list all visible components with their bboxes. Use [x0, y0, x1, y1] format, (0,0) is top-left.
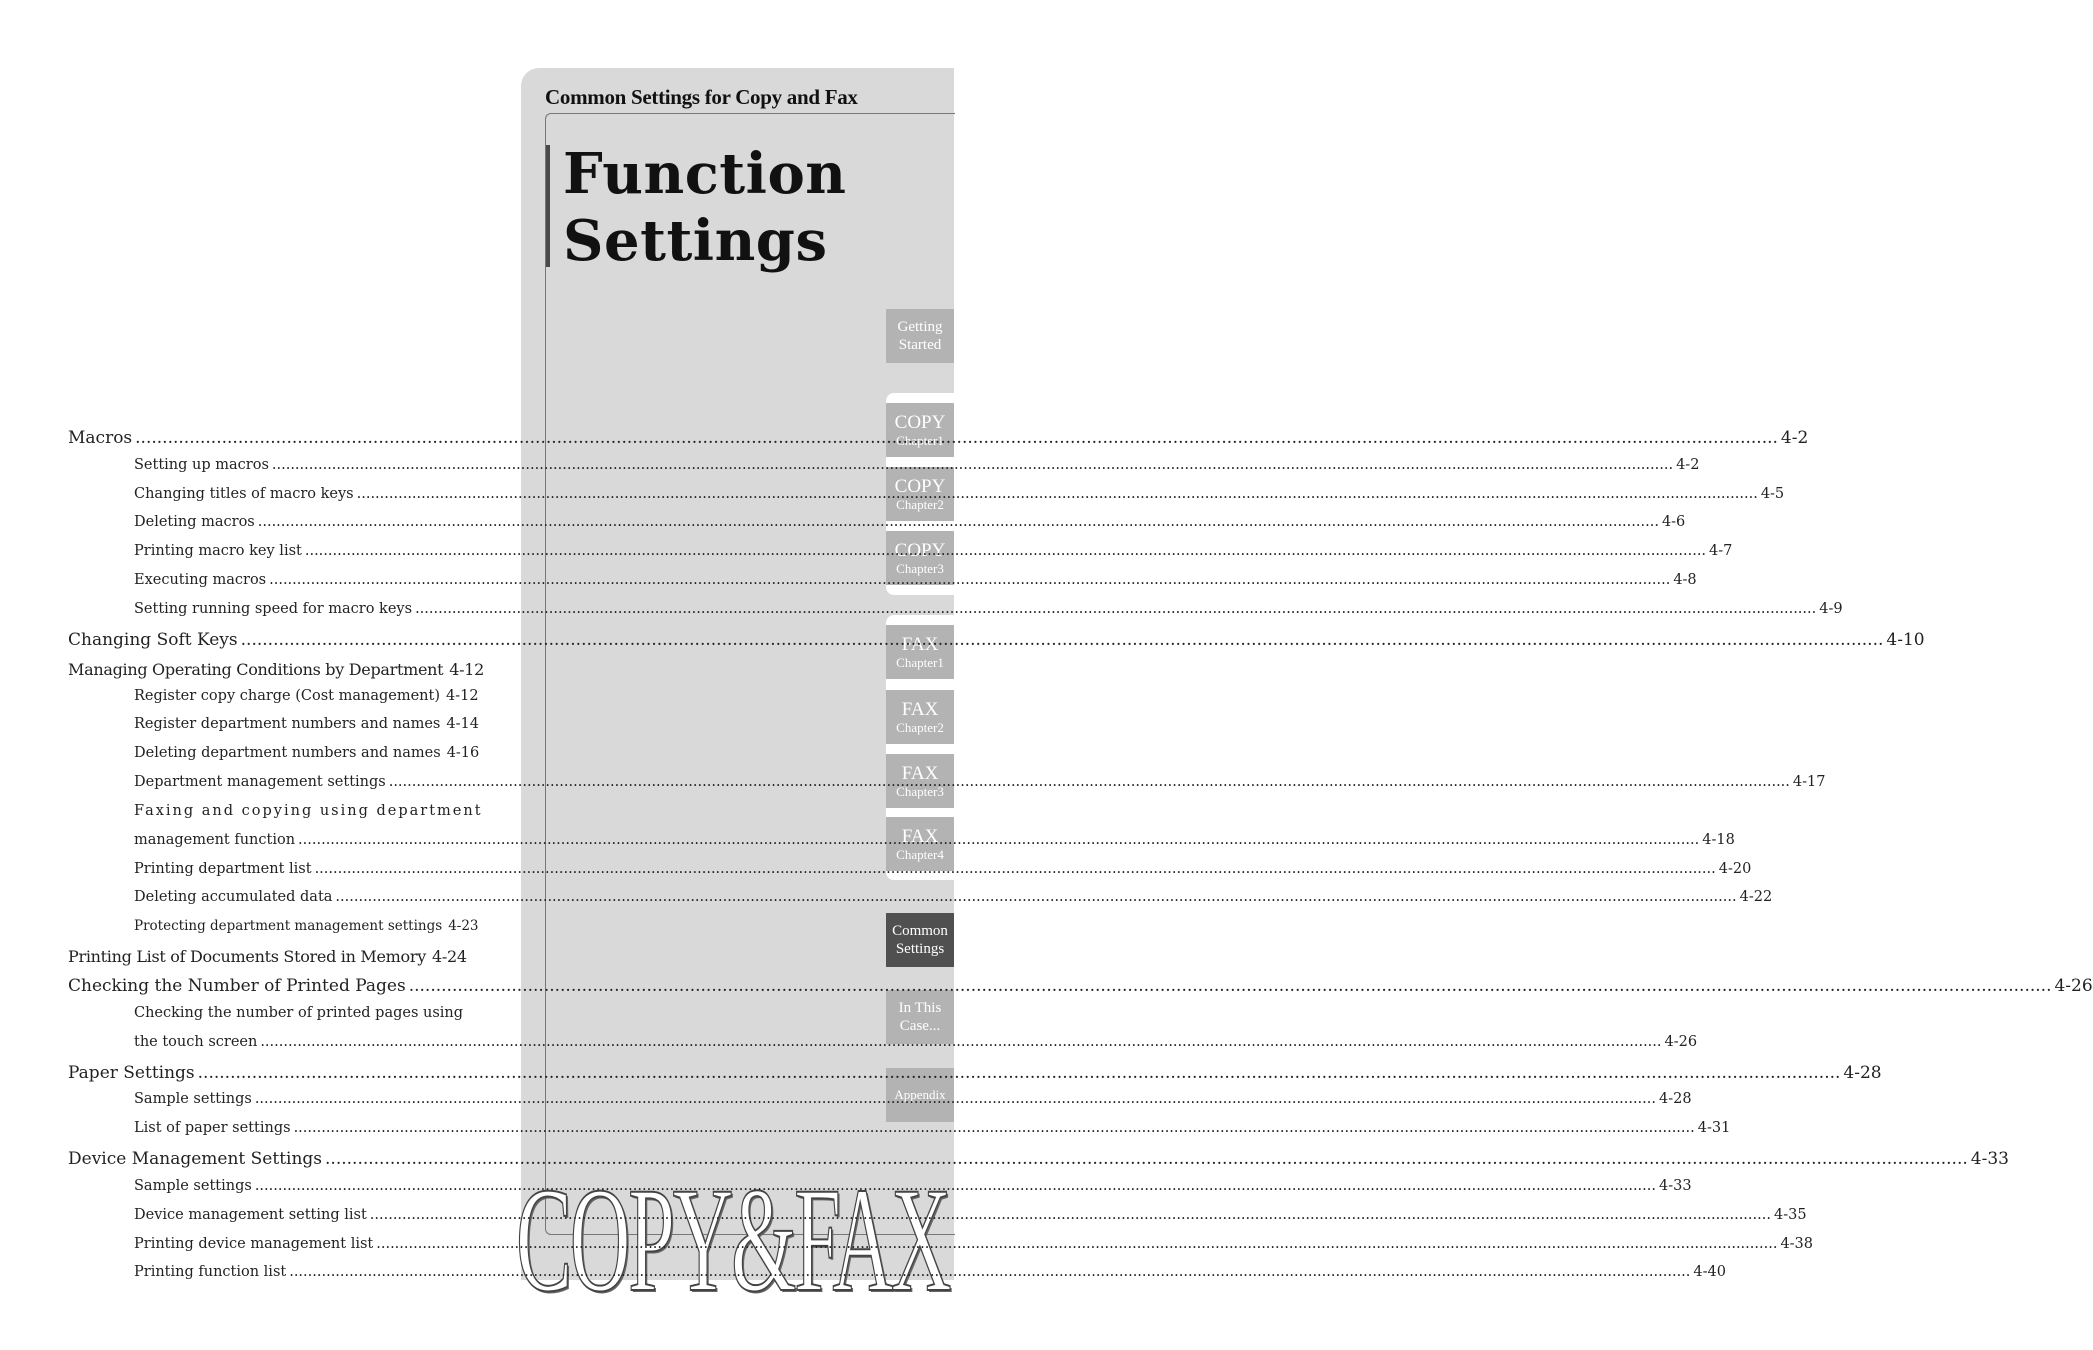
toc-entry[interactable] [134, 745, 480, 761]
toc-label: Printing department list [134, 861, 312, 877]
title-accent-bar [546, 145, 550, 267]
toc-page: 4-26 [2054, 976, 2093, 996]
toc-entry[interactable] [134, 861, 1752, 877]
toc-page: 4-40 [1693, 1264, 1726, 1280]
tab-fax-chapter2[interactable] [886, 690, 954, 744]
toc-label: Changing Soft Keys [68, 630, 238, 650]
toc-page: 4-2 [1780, 428, 1809, 448]
toc-page: 4-17 [1792, 774, 1826, 790]
toc-page: 4-28 [1843, 1063, 1882, 1083]
tab-sublabel: Chapter4 [896, 847, 944, 862]
tab-label: Case... [899, 1018, 941, 1034]
toc-label: Protecting department management settings [134, 918, 443, 934]
toc-page: 4-23 [448, 918, 479, 934]
toc-label: Deleting department numbers and names [134, 745, 441, 761]
toc-page: 4-8 [1673, 572, 1697, 588]
toc-page: 4-16 [446, 745, 480, 761]
tab-sublabel: Chapter1 [896, 433, 944, 448]
chapter-title-line1: Function [563, 141, 847, 207]
toc-entry-checking-printed-pages[interactable] [68, 976, 2093, 996]
toc-page: 4-38 [1780, 1236, 1814, 1252]
chapter-title-line2: Settings [563, 208, 828, 274]
toc-label: Device Management Settings [68, 1149, 323, 1169]
toc-label: management function [134, 832, 296, 848]
toc-page: 4-10 [1886, 630, 1925, 650]
toc-page: 4-9 [1819, 601, 1843, 617]
toc-label: Changing titles of macro keys [134, 486, 354, 502]
toc-label: Department management settings [134, 774, 386, 790]
toc-entry-managing-departments[interactable] [68, 660, 485, 679]
tab-label: FAX [901, 763, 939, 784]
toc-label: Checking the Number of Printed Pages [68, 976, 406, 996]
tab-sublabel: Chapter1 [896, 655, 944, 670]
toc-entry[interactable] [134, 774, 1826, 790]
toc-entry[interactable] [134, 1264, 1726, 1280]
toc-entry[interactable] [134, 1120, 1731, 1136]
toc-label: Deleting accumulated data [134, 889, 333, 905]
toc-page: 4-20 [1718, 861, 1752, 877]
toc-entry[interactable] [134, 601, 1843, 617]
toc-label: Deleting macros [134, 514, 255, 530]
toc-page: 4-12 [446, 688, 479, 704]
toc-entry[interactable] [134, 918, 479, 934]
toc-label: Macros [68, 428, 133, 448]
toc-page: 4-33 [1970, 1149, 2009, 1169]
tab-label: In This [898, 1000, 942, 1016]
toc-label: Executing macros [134, 572, 267, 588]
toc-label: Device management setting list [134, 1207, 367, 1223]
toc-entry-printing-list[interactable] [68, 947, 467, 966]
tab-label: Started [898, 337, 942, 353]
toc-label: Printing device management list [134, 1236, 374, 1252]
tab-sublabel: Chapter3 [896, 561, 944, 576]
toc-label: Sample settings [134, 1178, 252, 1194]
toc-label: Setting up macros [134, 457, 269, 473]
toc-entry[interactable] [134, 716, 479, 732]
toc-label: Printing macro key list [134, 543, 302, 559]
toc-entry[interactable] [134, 457, 1700, 473]
toc-page: 4-24 [431, 947, 467, 966]
toc-entry[interactable] [134, 1178, 1692, 1194]
tab-sublabel: Chapter3 [896, 784, 944, 799]
toc-entry-device-management[interactable] [68, 1149, 2009, 1169]
toc-label: Paper Settings [68, 1063, 195, 1083]
tab-sublabel: Chapter2 [896, 720, 944, 735]
tab-label: Common [892, 923, 948, 939]
toc-page: 4-22 [1739, 889, 1773, 905]
toc-label: Printing List of Documents Stored in Memory [68, 947, 426, 966]
copy-fax-watermark: COPY&FAX [516, 1157, 950, 1323]
tab-label: FAX [901, 699, 939, 720]
chapter-subtitle: Common Settings for Copy and Fax [545, 85, 858, 109]
toc-label: Register department numbers and names [134, 716, 441, 732]
tab-label: FAX [901, 634, 939, 655]
tab-getting-started[interactable] [886, 309, 954, 363]
toc-label: List of paper settings [134, 1120, 291, 1136]
toc-page: 4-14 [446, 716, 479, 732]
tab-common-settings[interactable] [886, 913, 954, 967]
toc-page: 4-33 [1659, 1178, 1692, 1194]
toc-page: 4-5 [1760, 486, 1785, 502]
toc-entry[interactable] [134, 688, 479, 704]
toc-page: 4-12 [449, 660, 485, 679]
toc-page: 4-6 [1661, 514, 1686, 530]
toc-label: Register copy charge (Cost management) [134, 688, 441, 704]
toc-entry[interactable] [134, 889, 1773, 905]
toc-page: 4-26 [1664, 1034, 1698, 1050]
toc-entry[interactable] [134, 1207, 1807, 1223]
toc-page: 4-7 [1709, 543, 1733, 559]
toc-page: 4-18 [1702, 832, 1735, 848]
tab-label: Appendix [894, 1087, 946, 1102]
tab-sublabel: Chapter2 [896, 497, 944, 512]
tab-label: Settings [895, 941, 945, 957]
toc-page: 4-2 [1676, 457, 1700, 473]
toc-label: the touch screen [134, 1034, 258, 1050]
toc-label: Managing Operating Conditions by Department [68, 660, 444, 679]
toc-label: Sample settings [134, 1091, 252, 1107]
tab-label: COPY [894, 476, 946, 497]
toc-page: 4-28 [1659, 1091, 1692, 1107]
toc-entry[interactable] [134, 1034, 1698, 1050]
tab-label: COPY [894, 540, 946, 561]
toc-entry-wrapped-line[interactable]: Faxing and copying using department [134, 803, 483, 819]
tab-label: Getting [897, 319, 943, 335]
toc-entry[interactable] [134, 1236, 1814, 1252]
toc-label: Setting running speed for macro keys [134, 601, 413, 617]
toc-entry[interactable] [134, 514, 1686, 530]
toc-entry[interactable] [134, 572, 1697, 588]
toc-page: 4-31 [1697, 1120, 1731, 1136]
toc-entry-wrapped-line[interactable]: Checking the number of printed pages using [134, 1005, 464, 1021]
toc-label: Printing function list [134, 1264, 287, 1280]
toc-entry-paper-settings[interactable] [68, 1063, 1882, 1083]
tab-label: FAX [901, 826, 939, 847]
tab-label: COPY [894, 412, 946, 433]
toc-page: 4-35 [1773, 1207, 1807, 1223]
